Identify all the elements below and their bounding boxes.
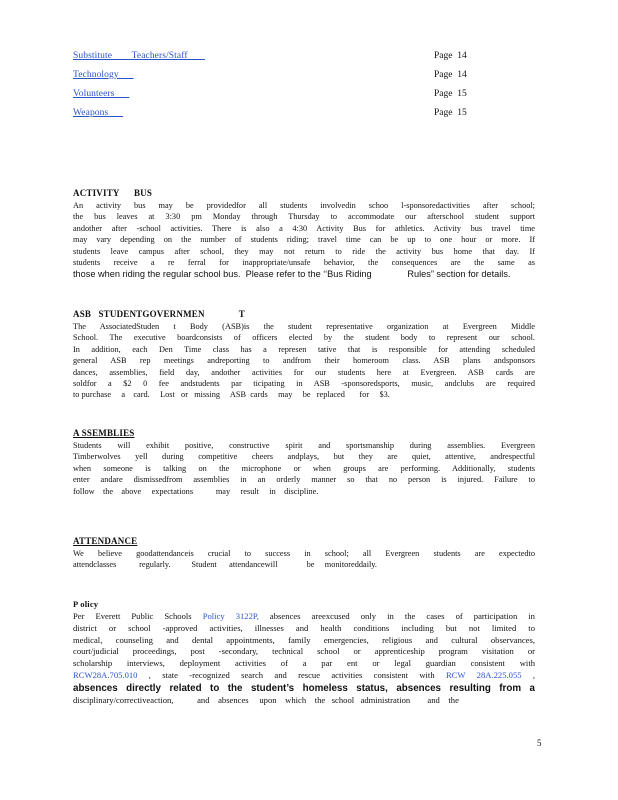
paragraph-line: students receive a re ferral for inappropriate/unsafe behavior, the consequences are the same as xyxy=(73,258,535,268)
toc-page-number: Page 14 xyxy=(434,70,467,80)
toc-entry-weapons[interactable] xyxy=(73,107,493,126)
paragraph-line: court/judicial proceedings, post -secondary, technical school or apprenticeship program visitation or xyxy=(73,646,535,657)
policy-text: absences areexcused only in the cases of participation in xyxy=(258,611,535,621)
toc-entry-volunteers[interactable] xyxy=(73,88,493,107)
section-paragraph xyxy=(73,548,535,571)
paragraph-line-emphasis: absences directly related to the student’s homeless status, absences resulting from a xyxy=(73,682,535,694)
toc-link-substitute[interactable]: Substitute Teachers/Staff xyxy=(73,51,205,61)
section-heading xyxy=(73,427,535,439)
policy-3122p-link[interactable]: Policy 3122P, xyxy=(202,611,259,621)
section-heading-text: ATTENDANCE xyxy=(73,536,138,546)
paragraph-line: when someone is talking on the microphone or when groups are performing. Additionally, students xyxy=(73,463,535,473)
paragraph-line: attendclasses regularly. Student attendancewill be monitoreddaily. xyxy=(73,560,377,570)
page-number: 5 xyxy=(537,738,542,748)
section-activity-bus xyxy=(73,187,535,280)
paragraph-line: In addition, each Den Time class has a represen tative that is responsible for attending scheduled xyxy=(73,344,535,354)
paragraph-line: disciplinary/correctiveaction, and absences upon which the school administration and the xyxy=(73,694,459,705)
paragraph-line: district or school -approved activities, illnesses and health conditions including but not limited to xyxy=(73,622,535,633)
paragraph-line: Students will exhibit positive, constructive spirit and sportsmanship during assemblies. Evergreen xyxy=(73,441,535,450)
paragraph-line: to purchase a card. Lost or missing ASB cards may be replaced for $3. xyxy=(73,390,390,400)
paragraph-line: students leave campus after school, they may not return to ride the activity bus home that day. If xyxy=(73,246,535,256)
toc-link-weapons[interactable]: Weapons xyxy=(73,108,124,118)
policy-text: , state -recognized search and rescue activities consistent with xyxy=(137,669,446,680)
section-paragraph xyxy=(73,321,535,401)
paragraph-line-emphasis: those when riding the regular school bus. Please refer to the ‘‘Bus Riding Rules” section for details. xyxy=(73,269,511,280)
toc-page-number: Page 15 xyxy=(434,108,467,118)
rcw-28a-225-055-link[interactable]: RCW 28A.225.055 xyxy=(445,669,522,680)
rcw-28a-705-010-link[interactable]: RCW28A.705.010 xyxy=(73,669,138,680)
toc-page-number: Page 15 xyxy=(434,89,467,99)
paragraph-line: andother after -school activities. There is also a 4:30 Activity Bus for athletics. Activity bus travel time xyxy=(73,223,535,233)
toc-page-number: Page 14 xyxy=(434,51,467,61)
paragraph-line: scholarship interviews, deployment activities of a par ent or legal guardian consistent with xyxy=(73,658,535,669)
paragraph-line: The AssociatedStuden t Body (ASB)is the student representative organization at Evergreen Middle xyxy=(73,322,535,331)
section-attendance xyxy=(73,535,535,571)
toc-link-technology[interactable]: Technology xyxy=(73,70,134,80)
section-paragraph xyxy=(73,440,535,497)
paragraph-line: dances, assemblies, field day, andother activities for our students here at Evergreen. ASB cards are xyxy=(73,367,535,377)
toc-link-volunteers[interactable]: Volunteers xyxy=(73,89,130,99)
paragraph-line: An activity bus may be providedfor all students involvedin schoo l-sponsoredactivities after school; xyxy=(73,201,535,210)
paragraph-line: We believe goodattendanceis crucial to success in school; all Evergreen students are expectedto xyxy=(73,549,535,558)
paragraph-line xyxy=(73,611,535,623)
section-paragraph xyxy=(73,611,535,707)
paragraph-line: follow the above expectations may result in discipline. xyxy=(73,486,319,496)
paragraph-line: the bus leaves at 3:30 pm Monday through Thursday to accommodate our afterschool student support xyxy=(73,212,535,222)
section-heading: ASB STUDENTGOVERNMEN T xyxy=(73,309,246,319)
section-policy xyxy=(73,598,535,707)
section-paragraph xyxy=(73,200,535,280)
section-subheading: P olicy xyxy=(73,599,99,609)
toc-entry-substitute[interactable] xyxy=(73,50,493,69)
paragraph-line: enter andare dismissedfrom assemblies in an orderly manner so that no person is injured. Failure to xyxy=(73,475,535,485)
section-heading-text: A SSEMBLIES xyxy=(73,428,135,438)
toc-entry-technology[interactable] xyxy=(73,69,493,88)
policy-text: , xyxy=(521,669,535,680)
section-heading: ACTIVITY BUS xyxy=(73,188,153,198)
paragraph-line: medical, counseling and dental appointments, family emergencies, religious and cultural observances, xyxy=(73,634,535,645)
section-assemblies xyxy=(73,427,535,497)
section-heading xyxy=(73,535,535,547)
paragraph-line: soldfor a $2 0 fee andstudents par ticipating in ASB -sponsoredsports, music, andclubs are required xyxy=(73,379,535,389)
policy-text: Per Everett Public Schools xyxy=(73,611,203,621)
paragraph-line: Timberwolves yell during competitive cheers andplays, but they are quiet, attentive, andrespectful xyxy=(73,452,535,462)
paragraph-line: general ASB rep meetings andreporting to andfrom their homeroom class. ASB plans andsponsors xyxy=(73,356,535,366)
table-of-contents xyxy=(73,50,493,126)
paragraph-line: may vary depending on the number of students riding; travel time can be up to one hour or more. If xyxy=(73,235,535,245)
paragraph-line xyxy=(73,670,535,682)
section-asb-student-government xyxy=(73,308,535,401)
paragraph-line: School. The executive boardconsists of officers elected by the student body to represent our school. xyxy=(73,333,535,343)
